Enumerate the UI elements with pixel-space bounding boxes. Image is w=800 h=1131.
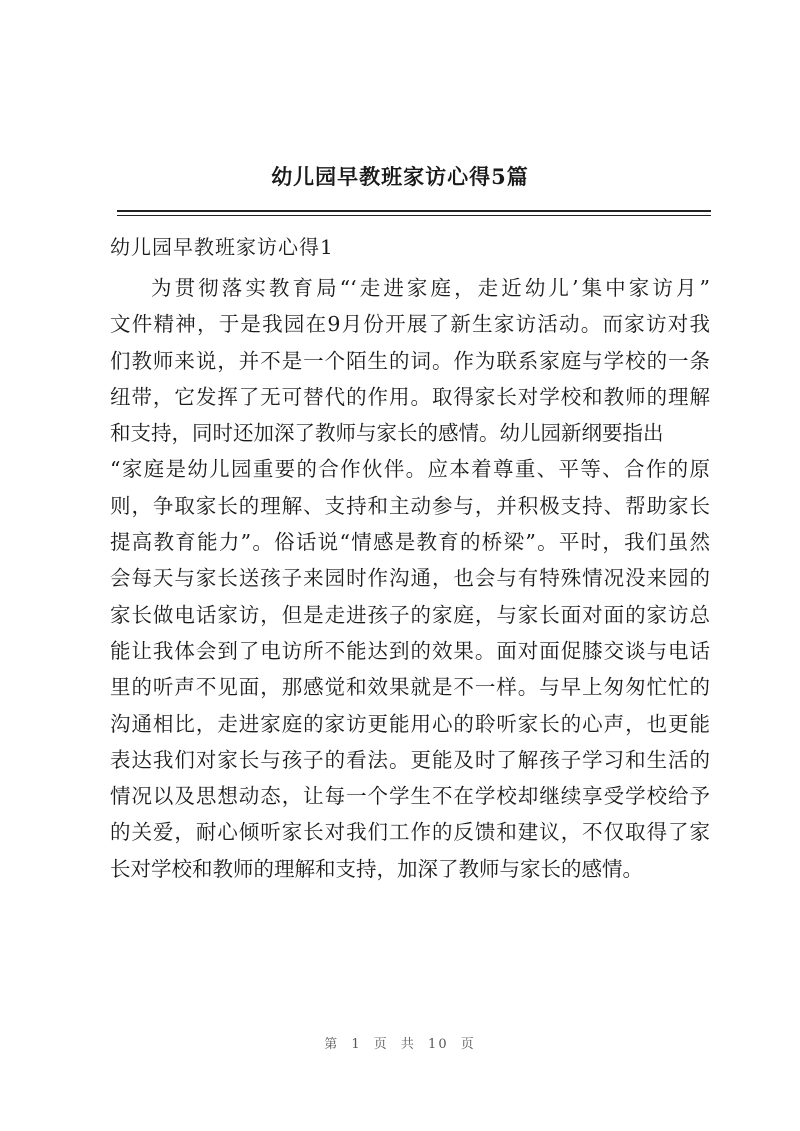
page-number-footer: 第 1 页 共 10 页 — [324, 1037, 476, 1052]
paragraph-line: 纽带，它发挥了无可替代的作用。取得家长对学校和教师的理解 — [110, 384, 710, 409]
document-title: 幼儿园早教班家访心得5篇 — [271, 164, 529, 189]
paragraph-line: 家长做电话家访，但是走进孩子的家庭，与家长面对面的家访总 — [110, 602, 710, 627]
title-rule-thick — [117, 210, 711, 212]
paragraph-line: 会每天与家长送孩子来园时作沟通，也会与有特殊情况没来园的 — [110, 566, 710, 591]
paragraph-line: 提高教育能力”。俗话说“情感是教育的桥梁”。平时，我们虽然 — [110, 530, 710, 555]
paragraph-line: 里的听声不见面，那感觉和效果就是不一样。与早上匆匆忙忙的 — [110, 675, 710, 700]
body-paragraph — [110, 270, 710, 887]
paragraph-line: 为贯彻落实教育局“‘走进家庭，走近幼儿’集中家访月” — [151, 276, 710, 300]
paragraph-line: “家庭是幼儿园重要的合作伙伴。应本着尊重、平等、合作的原 — [110, 457, 710, 482]
paragraph-line: 文件精神，于是我园在9月份开展了新生家访活动。而家访对我 — [110, 312, 710, 337]
title-rule-thin — [117, 215, 711, 216]
paragraph-line: 沟通相比，走进家庭的家访更能用心的聆听家长的心声，也更能 — [110, 711, 710, 736]
paragraph-line: 能让我体会到了电访所不能达到的效果。面对面促膝交谈与电话 — [110, 638, 710, 663]
paragraph-line: 情况以及思想动态，让每一个学生不在学校却继续享受学校给予 — [110, 784, 710, 809]
paragraph-line: 长对学校和教师的理解和支持，加深了教师与家长的感情。 — [110, 856, 643, 881]
paragraph-line: 的关爱，耐心倾听家长对我们工作的反馈和建议，不仅取得了家 — [110, 820, 710, 845]
section-heading: 幼儿园早教班家访心得1 — [110, 235, 334, 259]
paragraph-line: 们教师来说，并不是一个陌生的词。作为联系家庭与学校的一条 — [110, 348, 710, 373]
paragraph-line: 和支持，同时还加深了教师与家长的感情。幼儿园新纲要指出 — [110, 421, 664, 446]
paragraph-line: 则，争取家长的理解、支持和主动参与，并积极支持、帮助家长 — [110, 493, 710, 518]
paragraph-line: 表达我们对家长与孩子的看法。更能及时了解孩子学习和生活的 — [110, 747, 710, 772]
